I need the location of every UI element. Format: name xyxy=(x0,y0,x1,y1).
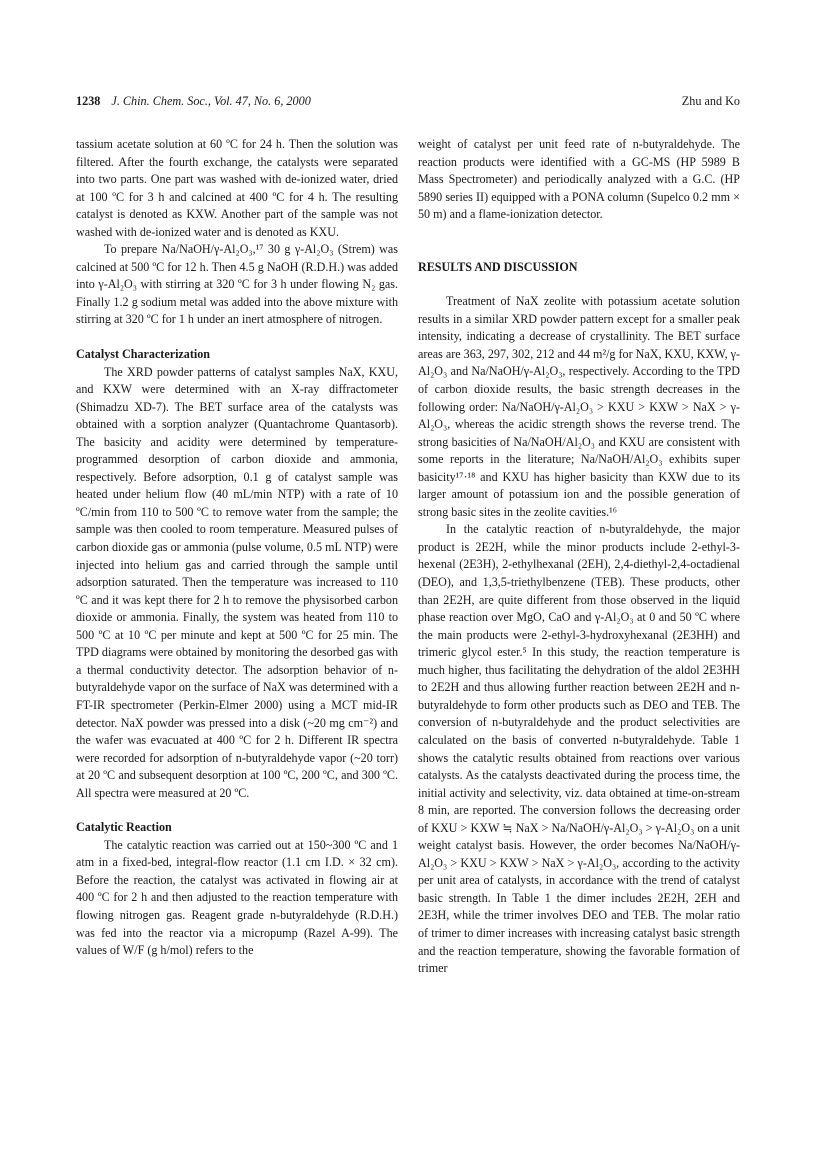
paragraph-xrd-bet-results: Treatment of NaX zeolite with potassium acetate solution results in a similar XRD powder pattern except for a smaller peak intensity, indicating a decrease of crystallinity. The BET surface areas are 363, 297, 302, 212 and 44 m²/g for NaX, KXU, KXW, γ-Al₂O₃ and Na/NaOH/γ-Al₂O₃, respectively. According to the TPD of carbon dioxide results, the basic strength decreases in the following order: Na/NaOH/γ-Al₂O₃ > KXU > KXW > NaX > γ-Al₂O₃, whereas the acidic strength shows the reverse trend. The strong basicities of Na/NaOH/Al₂O₃ and KXU are consistent with some reports in the literature; Na/NaOH/Al₂O₃ exhibits super basicity¹⁷·¹⁸ and KXU has higher basicity than KXW due to its larger amount of potassium ion and the possible generation of strong basic sites in the zeolite cavities.¹⁶ xyxy=(418,294,740,519)
spacer xyxy=(418,276,740,293)
running-header xyxy=(76,94,740,112)
running-authors: Zhu and Ko xyxy=(681,94,740,108)
paragraph-catalytic-reaction: The catalytic reaction was carried out at 150~300 ºC and 1 atm in a fixed-bed, integral-flow reactor (1.1 cm I.D. × 32 cm). Before the reaction, the catalyst was activated in flowing air at 400 ºC for 2 h and then adjusted to the reaction temperature with flowing nitrogen gas. Reagent grade n-butyraldehyde (R.D.H.) was fed into the reactor via a micropump (Razel A-99). The values of W/F (g h/mol) refers to the xyxy=(76,837,398,958)
paragraph-na-naoh-preparation: To prepare Na/NaOH/γ-Al₂O₃,¹⁷ 30 g γ-Al₂O₃ (Strem) was calcined at 500 ºC for 12 h. Then 4.5 g NaOH (R.D.H.) was added into γ-Al₂O₃ with stirring at 320 ºC for 3 h under flowing N₂ gas. Finally 1.2 g sodium metal was added into the above mixture with stirring at 320 ºC for 1 h under an inert atmosphere of nitrogen. xyxy=(76,242,398,327)
subheading-catalyst-characterization: Catalyst Characterization xyxy=(76,347,211,362)
paragraph-continued: weight of catalyst per unit feed rate of n-butyraldehyde. The reaction products were identified with a GC-MS (HP 5989 B Mass Spectrometer) and periodically analyzed with a G.C. (HP 5890 series II) equipped with a PONA column (Supelco 0.2 mm × 50 m) and a flame-ionization detector. xyxy=(418,137,740,222)
left-column xyxy=(76,136,398,960)
paragraph-characterization: The XRD powder patterns of catalyst samples NaX, KXU, and KXW were determined with an X-ray diffractometer (Shimadzu XD-7). The BET surface area of the catalysts was obtained with a sorption analyzer (Quantachrome Quantasorb). The basicity and acidity were determined by temperature-programmed desorption of carbon dioxide and ammonia, respectively. Before adsorption, 0.1 g of catalyst sample was heated under helium flow (40 mL/min NTP) with a rate of 10 ºC/min from 110 to 500 ºC to remove water from the sample; the sample was then cooled to room temperature. Measured pulses of carbon dioxide gas or ammonia (pulse volume, 0.5 mL NTP) were injected into helium gas and carried through the sample until adsorption saturated. Then the temperature was increased to 110 ºC and it was kept there for 2 h to remove the physisorbed carbon dioxide or ammonia. Finally, the system was heated from 110 to 500 ºC at 10 ºC per minute and kept at 500 ºC for 25 min. The TPD diagrams were obtained by monitoring the desorbed gas with a thermal conductivity detector. The adsorption behavior of n-butyraldehyde vapor on the surface of NaX was determined with a FT-IR spectrometer (Perkin-Elmer 2000) using a MCT mid-IR detector. NaX powder was pressed into a disk (~20 mg cm⁻²) and the wafer was evacuated at 400 ºC for 2 h. Different IR spectra were recorded for adsorption of n-butyraldehyde vapor (~20 torr) at 20 ºC and subsequent desorption at 100 ºC, 200 ºC, and 300 ºC. All spectra were measured at 20 ºC. xyxy=(76,364,398,800)
spacer xyxy=(76,802,398,819)
spacer xyxy=(76,329,398,346)
right-column xyxy=(418,136,740,978)
journal-citation: J. Chin. Chem. Soc., Vol. 47, No. 6, 2000 xyxy=(111,94,311,108)
paragraph-catalytic-results: In the catalytic reaction of n-butyraldehyde, the major product is 2E2H, while the minor products include 2-ethyl-3-hexenal (2E3H), 2-ethylhexanal (2EH), 2,4-diethyl-2,4-octadienal (DEO), and 1,3,5-triethylbenzene (TEB). These products, other than 2E2H, are quite different from those observed in the liquid phase reaction over MgO, CaO and γ-Al₂O₃ at 0 and 50 ºC where the main products were 2-ethyl-3-hydroxyhexanal (2E3HH) and trimeric glycol ester.⁵ In this study, the reaction temperature is much higher, thus facilitating the dehydration of the aldol 2E3HH to 2E2H and thus allowing further reaction between 2E2H and n-butyraldehyde to form other products such as DEO and TEB. The conversion of n-butyraldehyde and the product selectivities are calculated on the basis of converted n-butyraldehyde. Table 1 shows the catalytic results obtained from reactions over various catalysts. As the catalysts deactivated during the process time, the initial activity and selectivity, viz. data obtained at time-on-stream 8 min, are reported. The conversion follows the decreasing order of KXU > KXW ≒ NaX > Na/NaOH/γ-Al₂O₃ > γ-Al₂O₃ on a unit weight catalyst basis. However, the order becomes Na/NaOH/γ-Al₂O₃ > KXU > KXW > NaX > γ-Al₂O₃, according to the activity per unit area of catalysts, in accordance with the trend of catalyst basic strength. In Table 1 the dimer includes 2E2H, 2EH and 2E3H, while the trimer involves DEO and TEB. The molar ratio of trimer to dimer increases with increasing catalyst basic strength and the reaction temperature, showing the favorable formation of trimer xyxy=(418,522,740,976)
page-number: 1238 xyxy=(76,94,101,108)
section-heading-results: RESULTS AND DISCUSSION xyxy=(418,259,578,274)
spacer xyxy=(418,224,740,259)
paragraph-continued: tassium acetate solution at 60 ºC for 24 h. Then the solution was filtered. After the fourth exchange, the catalysts were separated into two parts. One part was washed with de-ionized water, dried at 100 ºC for 3 h and calcined at 400 ºC for 4 h. The resulting catalyst is denoted as KXW. Another part of the sample was not washed with de-ionized water and is denoted as KXU. xyxy=(76,137,398,239)
subheading-catalytic-reaction: Catalytic Reaction xyxy=(76,820,172,835)
